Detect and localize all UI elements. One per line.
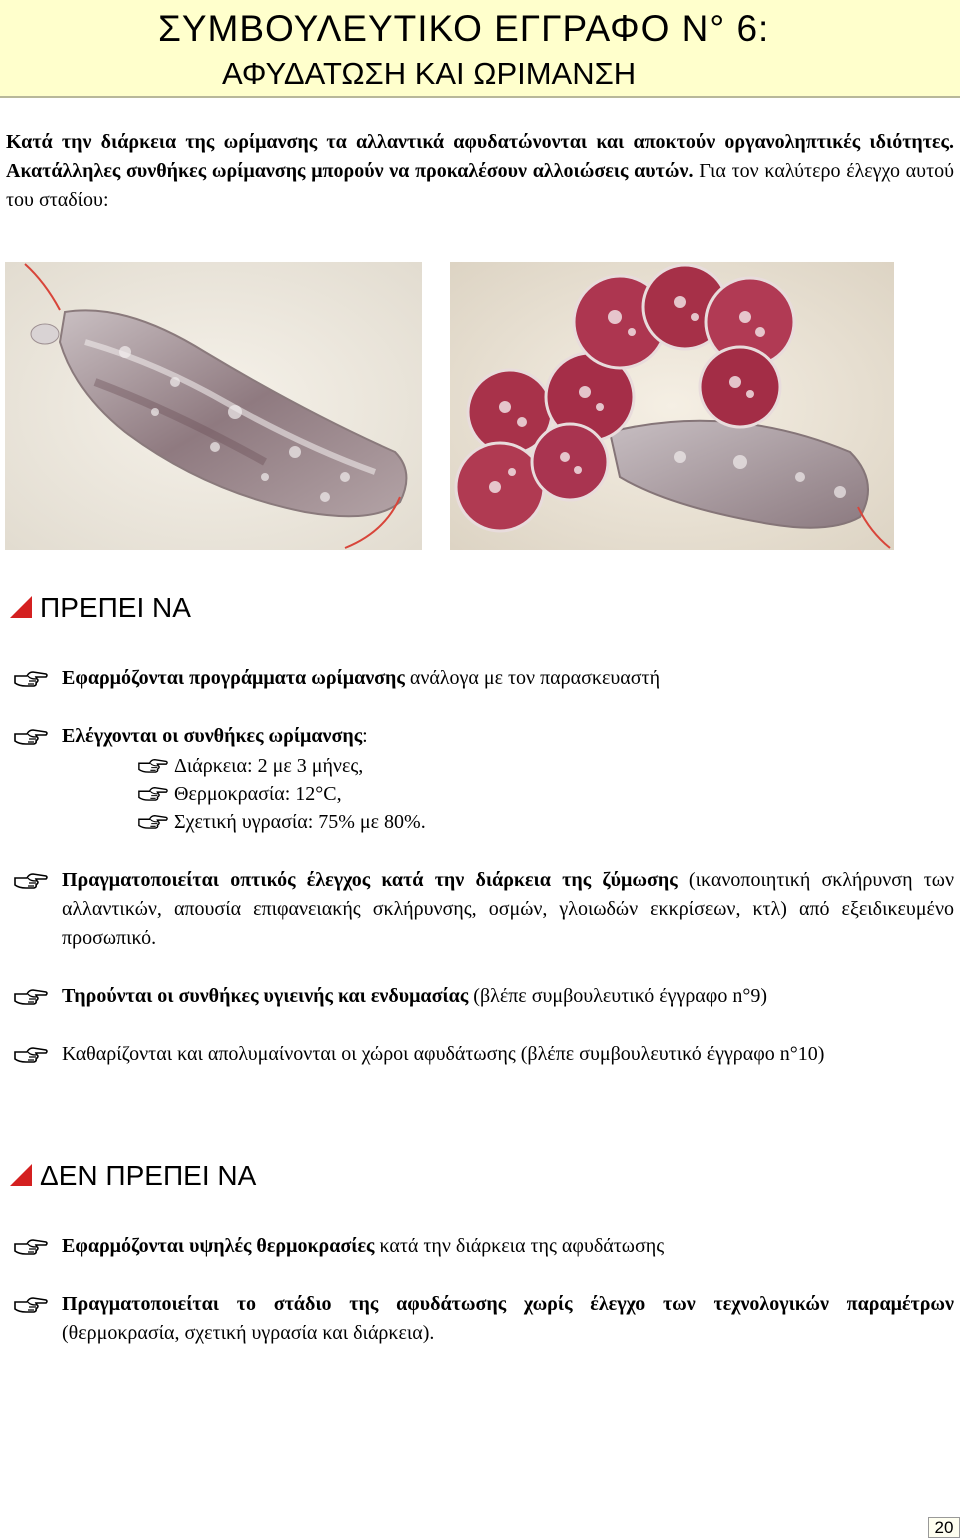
intro-bold-text: Κατά την διάρκεια της ωρίμανσης τα αλλαντικά αφυδατώνονται και αποκτούν οργανοληπτικές ιδιότητες. Ακατάλληλες συνθήκες ωρίμανσης μπορούν να προκαλέσουν αλλοιώσεις αυτών. [6,131,954,182]
pointing-hand-icon [138,812,168,830]
red-triangle-icon [10,1164,32,1186]
section-heading-must-text: ΠΡΕΠΕΙ ΝΑ [40,592,191,623]
sub-item-text: Σχετική υγρασία: 75% με 80%. [174,811,426,833]
sausage-whole-photo [5,262,422,550]
item-bold-text: Τηρούνται οι συνθήκες υγιεινής και ενδυμασίας [62,985,469,1007]
item-text: (βλέπε συμβουλευτικό έγγραφο n°9) [468,985,767,1007]
section-heading-must [10,592,191,624]
document-subtitle: ΑΦΥΔΑΤΩΣΗ ΚΑΙ ΩΡΙΜΑΝΣΗ [222,56,637,91]
item-text: Καθαρίζονται και απολυμαίνονται οι χώροι αφυδάτωσης (βλέπε συμβουλευτικό έγγραφο n°10) [62,1043,825,1065]
pointing-hand-icon [138,784,168,802]
document-title: ΣΥΜΒΟΥΛΕΥΤΙΚΟ ΕΓΓΡΑΦΟ Ν° 6: [158,8,770,49]
list-item [14,1232,954,1261]
section-heading-must-not-text: ΔΕΝ ΠΡΕΠΕΙ ΝΑ [40,1160,257,1191]
item-text: (θερμοκρασία, σχετική υγρασία και διάρκεια). [62,1322,435,1344]
sub-list-item [138,752,363,780]
pointing-hand-icon [14,1044,48,1064]
item-text: κατά την διάρκεια της αφυδάτωσης [374,1235,665,1257]
item-text: ανάλογα με τον παρασκευαστή [404,667,661,689]
list-item [14,722,954,751]
list-item [14,664,954,693]
item-bold-text: Πραγματοποιείται το στάδιο της αφυδάτωσης χωρίς έλεγχο των τεχνολογικών παραμέτρων [62,1293,954,1315]
item-text: : [362,725,368,747]
pointing-hand-icon [14,1294,48,1314]
page-number: 20 [928,1517,960,1538]
intro-paragraph [6,128,954,215]
intro-normal-text: Για τον καλύτερο έλεγχο αυτού του σταδίου: [6,160,955,211]
sub-list-item [138,808,426,836]
document-header [0,0,960,98]
list-item [14,1290,954,1348]
section-heading-must-not [10,1160,256,1192]
pointing-hand-icon [14,1236,48,1256]
pointing-hand-icon [14,726,48,746]
pointing-hand-icon [14,986,48,1006]
item-bold-text: Εφαρμόζονται προγράμματα ωρίμανσης [62,667,405,689]
sliced-sausage-photo [450,262,894,550]
sub-item-text: Διάρκεια: 2 με 3 μήνες, [174,755,364,777]
item-text: (ικανοποιητική σκλήρυνση των αλλαντικών, απουσία επιφανειακής σκλήρυνσης, οσμών, γλοιωδών εκκρίσεων, κτλ) από εξειδικευμένο προσωπικό. [62,869,955,949]
red-triangle-icon [10,596,32,618]
pointing-hand-icon [14,668,48,688]
item-bold-text: Εφαρμόζονται υψηλές θερμοκρασίες [62,1235,375,1257]
item-bold-text: Πραγματοποιείται οπτικός έλεγχος κατά την διάρκεια της ζύμωσης [62,869,678,891]
sub-list-item [138,780,342,808]
pointing-hand-icon [138,756,168,774]
list-item [14,1040,954,1069]
list-item [14,866,954,953]
list-item [14,982,954,1011]
sub-item-text: Θερμοκρασία: 12°C, [174,783,342,805]
item-bold-text: Ελέγχονται οι συνθήκες ωρίμανσης [62,725,363,747]
pointing-hand-icon [14,870,48,890]
